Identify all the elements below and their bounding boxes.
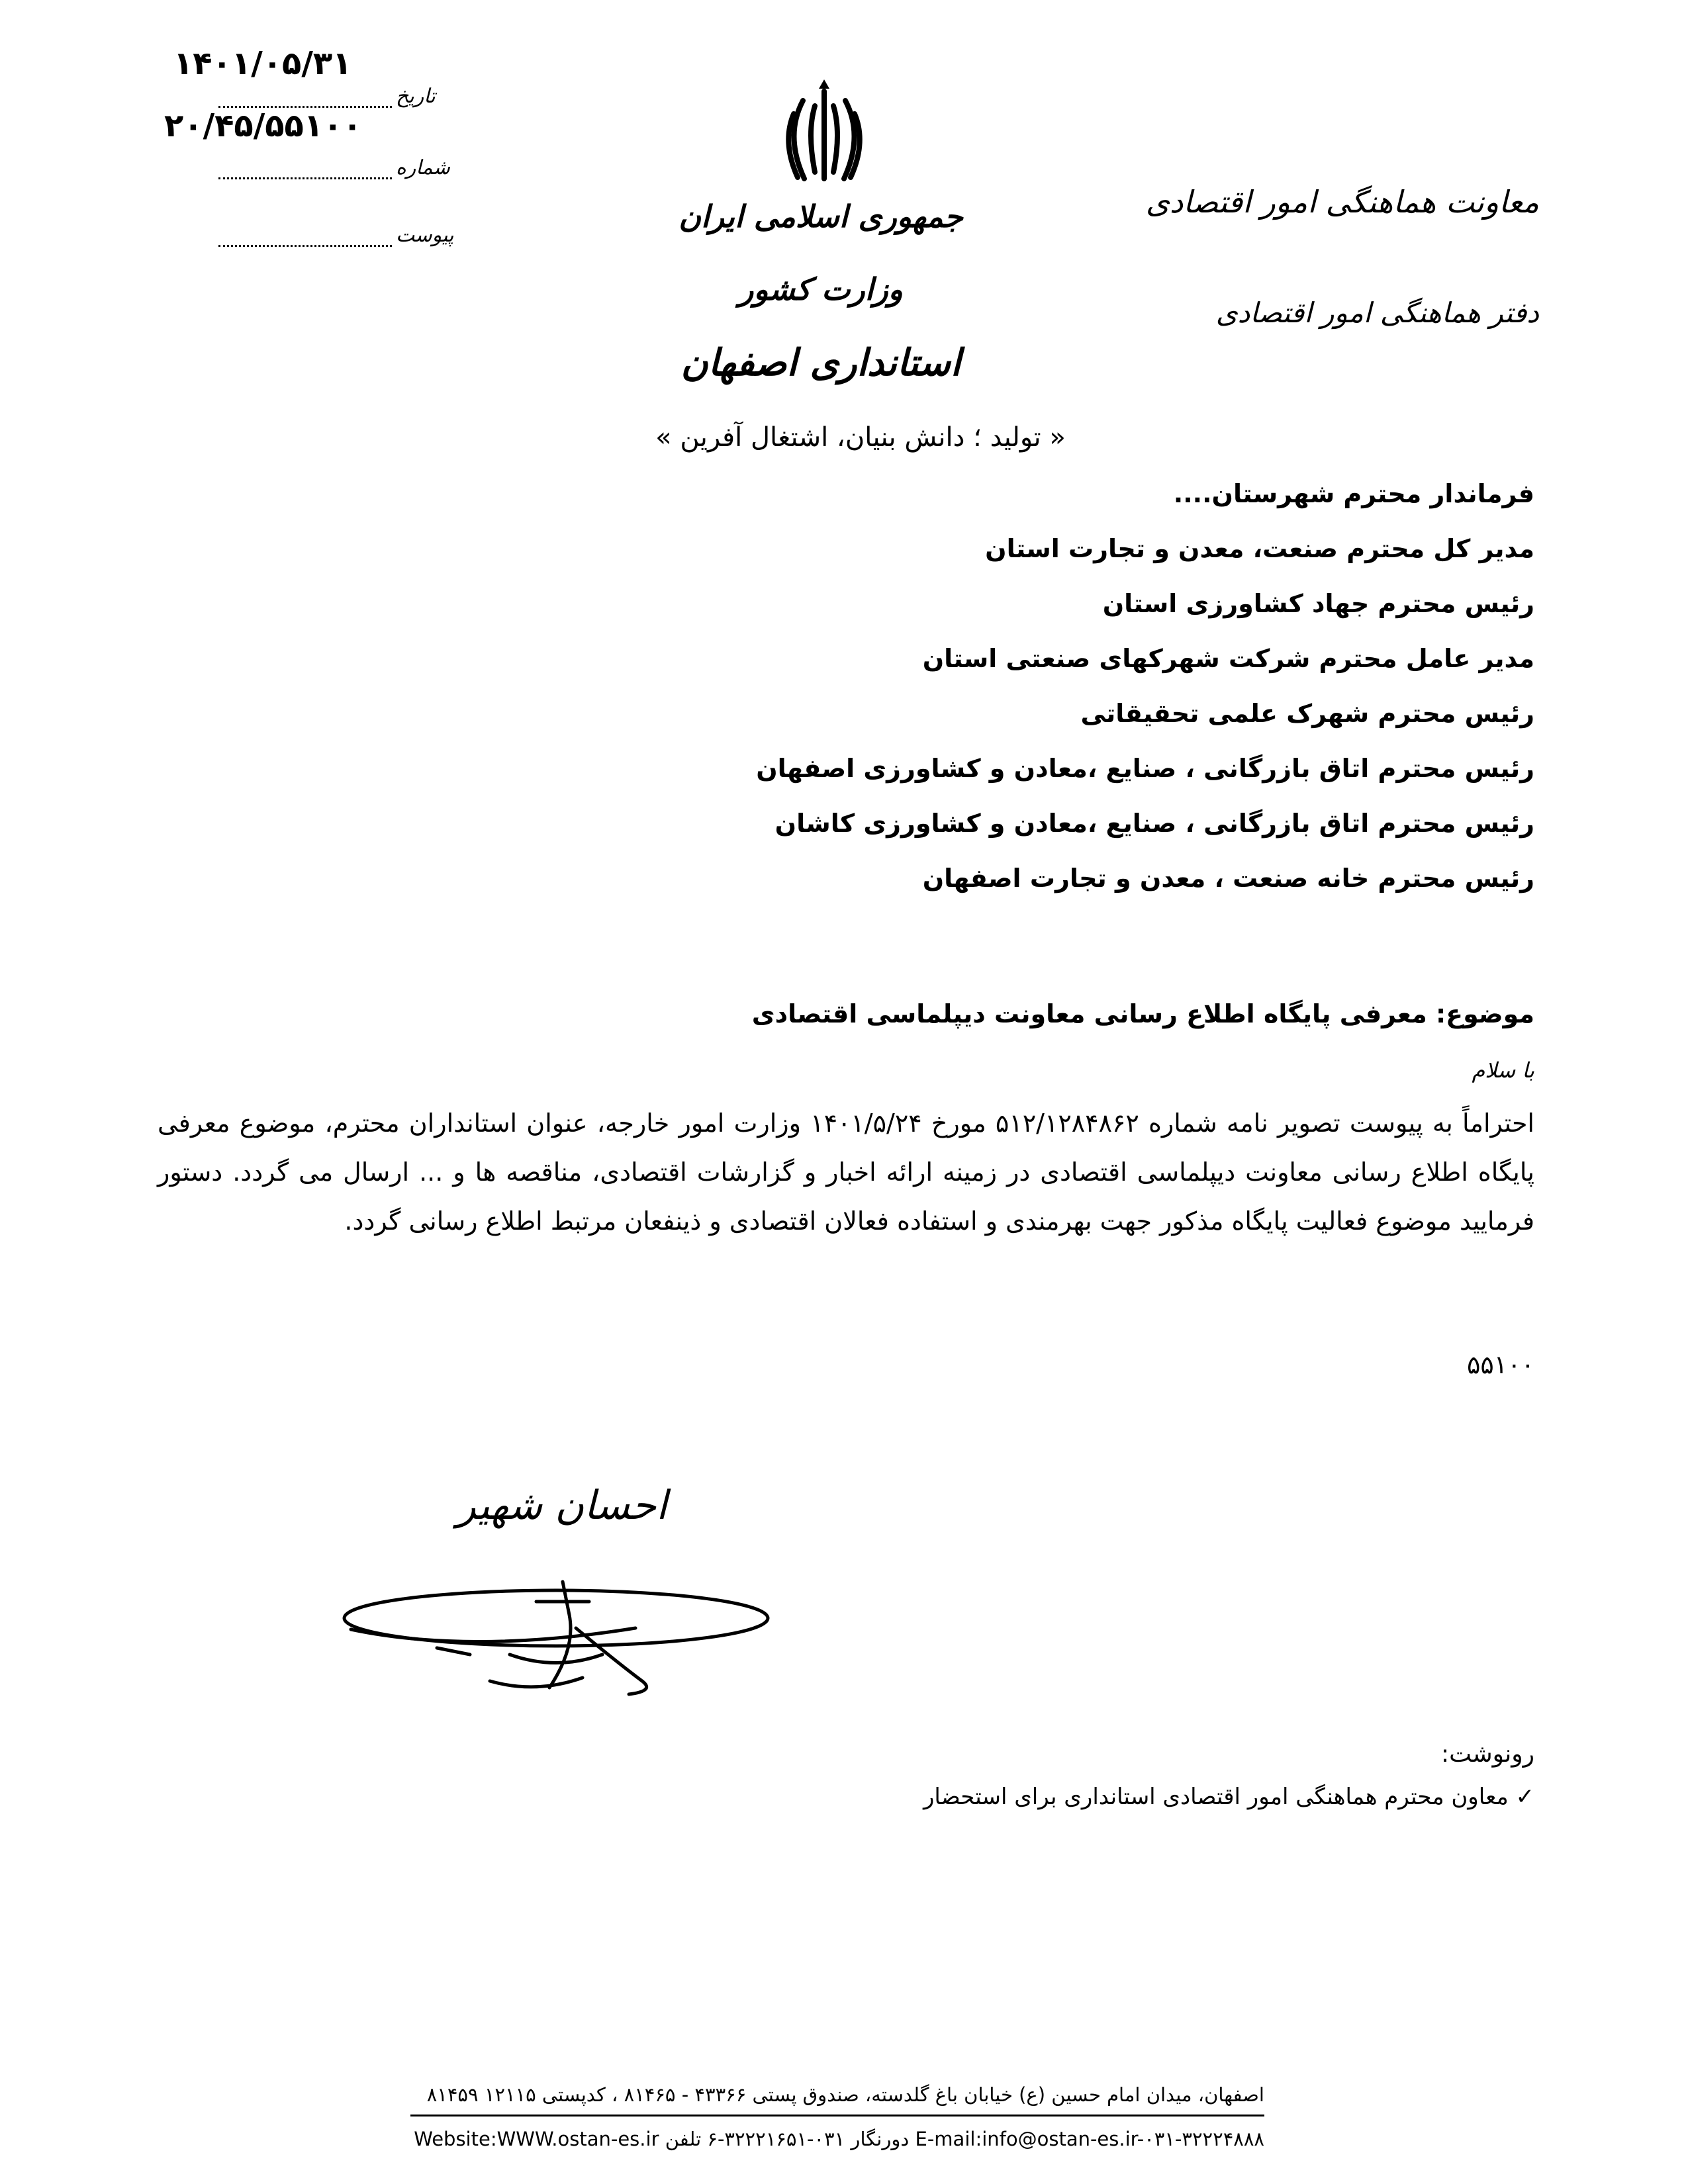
footer-divider bbox=[410, 2115, 1264, 2116]
recipient-item: مدیر عامل محترم شرکت شهرکهای صنعتی استان bbox=[922, 644, 1534, 673]
recipient-item: رئیس محترم جهاد کشاورزی استان bbox=[1102, 589, 1534, 618]
footer-address: اصفهان، میدان امام حسین (ع) خیابان باغ گلدسته، صندوق پستی ۴۳۳۶۶ - ۸۱۴۶۵ ، کدپستی ۱۲۱۱۵ ۸۱۴۵۹ bbox=[426, 2083, 1264, 2106]
attachment-line bbox=[218, 245, 392, 247]
recipient-item: رئیس محترم شهرک علمی تحقیقاتی bbox=[1080, 699, 1534, 728]
date-line bbox=[218, 106, 392, 108]
date-value: ۱۴۰۱/۰۵/۳۱ bbox=[173, 45, 352, 82]
iran-emblem-icon bbox=[778, 79, 870, 185]
ministry-title: وزارت کشور bbox=[739, 271, 903, 307]
number-line bbox=[218, 177, 392, 179]
slogan: « تولید ؛ دانش بنیان، اشتغال آفرین » bbox=[655, 422, 1066, 453]
governorate-title: استانداری اصفهان bbox=[680, 341, 961, 385]
signature-scribble bbox=[338, 1555, 774, 1707]
letter-body: احتراماً به پیوست تصویر نامه شماره ۵۱۲/۱۲۸۴۸۶۲ مورخ ۱۴۰۱/۵/۲۴ وزارت امور خارجه، عنوان استانداران محترم، موضوع معرفی پایگاه اطلاع رسانی معاونت دیپلماسی اقتصادی در زمینه ارائه اخبار و گزارشات اقتصادی، مناقصه ها و ... ارسال می گردد. دستور فرمایید موضوع فعالیت پایگاه مذکور جهت بهرمندی و استفاده فعالان اقتصادی و ذینفعان مرتبط اطلاع رسانی گردد. bbox=[158, 1109, 1534, 1236]
attachment-label: پیوست bbox=[396, 224, 454, 247]
recipients-list bbox=[211, 467, 1534, 906]
reference-code: ۵۵۱۰۰ bbox=[1466, 1350, 1534, 1379]
recipient-item: مدیر کل محترم صنعت، معدن و تجارت استان bbox=[985, 534, 1534, 563]
recipient-item: رئیس محترم خانه صنعت ، معدن و تجارت اصفهان bbox=[922, 864, 1534, 893]
recipient-item: رئیس محترم اتاق بازرگانی ، صنایع ،معادن و کشاورزی کاشان bbox=[774, 809, 1534, 838]
deputy-title: معاونت هماهنگی امور اقتصادی bbox=[1145, 184, 1539, 220]
footer-contact: E-mail:info@ostan-es.ir-۰۳۱-۳۲۲۲۴۸۸۸ دورنگار ۰۳۱-۳۲۲۲۱۶۵۱-۶ تلفن Website:WWW.ostan-es.ir bbox=[414, 2128, 1264, 2150]
number-value: ۲۰/۴۵/۵۵۱۰۰ bbox=[164, 107, 362, 144]
number-label: شماره bbox=[396, 156, 450, 179]
cc-label: رونوشت: bbox=[1440, 1741, 1534, 1768]
cc-item: ✓ معاون محترم هماهنگی امور اقتصادی استانداری برای استحضار bbox=[923, 1784, 1534, 1810]
date-label: تاریخ bbox=[396, 85, 436, 108]
signatory-name: احسان شهیر bbox=[457, 1482, 667, 1529]
recipient-item: فرماندار محترم شهرستان.... bbox=[1173, 479, 1534, 508]
office-title: دفتر هماهنگی امور اقتصادی bbox=[1215, 296, 1539, 329]
greeting: با سلام bbox=[1472, 1058, 1534, 1083]
subject-line: موضوع: معرفی پایگاه اطلاع رسانی معاونت دیپلماسی اقتصادی bbox=[751, 999, 1534, 1028]
republic-title: جمهوری اسلامی ایران bbox=[679, 199, 963, 234]
recipient-item: رئیس محترم اتاق بازرگانی ، صنایع ،معادن و کشاورزی اصفهان bbox=[756, 754, 1534, 783]
